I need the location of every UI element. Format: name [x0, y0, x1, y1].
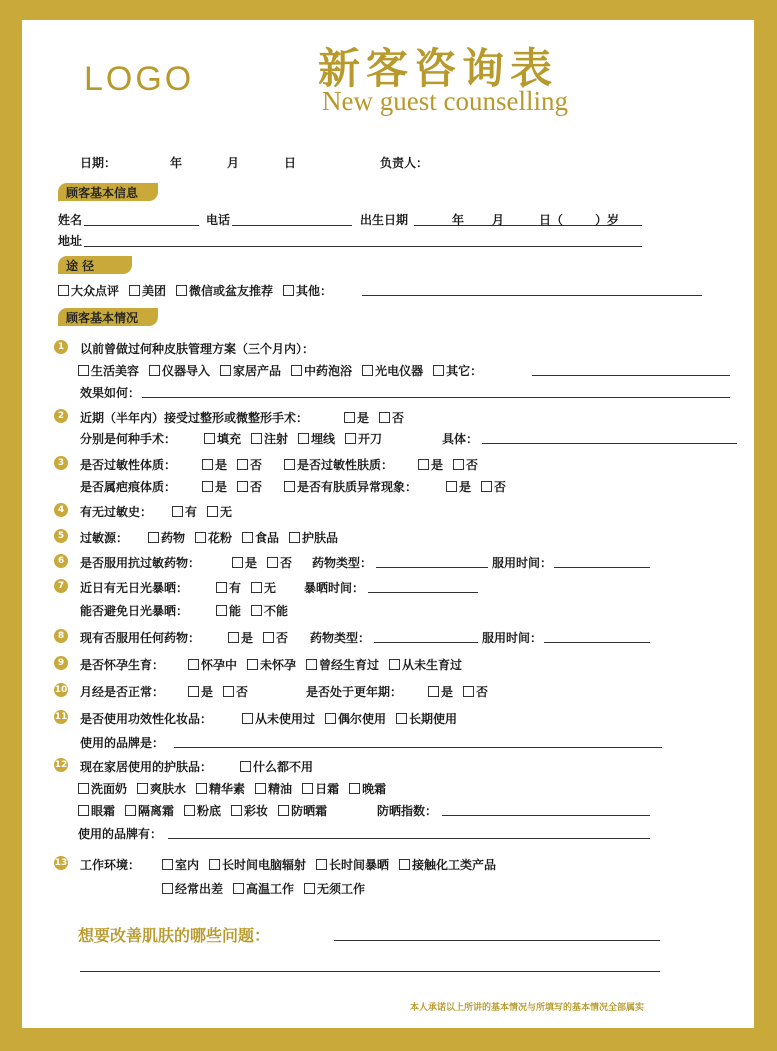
- q2-option[interactable]: 开刀: [345, 430, 382, 447]
- q13-number: 13: [54, 858, 68, 868]
- q5-number: 5: [54, 529, 68, 543]
- q3-d-no[interactable]: 否: [481, 478, 506, 495]
- year-label: 年: [170, 156, 183, 170]
- q4-option[interactable]: 无: [207, 503, 232, 520]
- q3-b-wrap: [284, 456, 403, 473]
- q13-option[interactable]: 接触化工类产品: [399, 856, 496, 873]
- phone-field[interactable]: [232, 225, 352, 226]
- q8-time-field[interactable]: [544, 642, 650, 643]
- q12-option[interactable]: 彩妆: [231, 802, 268, 819]
- q3-d-yes[interactable]: 是: [446, 478, 471, 495]
- q3-d-wrap: [284, 478, 427, 495]
- q3-d[interactable]: 是否有肤质异常现象：: [284, 478, 417, 495]
- q12-first-wrap: [240, 758, 323, 775]
- responsible-label: 负责人：: [380, 156, 429, 170]
- channel-option[interactable]: 美团: [129, 282, 166, 299]
- birth-month: 月: [492, 213, 505, 227]
- q6-yn: [232, 554, 302, 571]
- section-basic-info: 顾客基本信息: [58, 183, 158, 201]
- day-label: 日: [284, 156, 297, 170]
- logo: LOGO: [84, 60, 195, 98]
- q2-yn: [344, 409, 414, 426]
- q7-sub: 能否避免日光暴晒：: [80, 604, 189, 618]
- q3-b[interactable]: 是否过敏性肤质：: [284, 456, 393, 473]
- q12-option[interactable]: 粉底: [184, 802, 221, 819]
- q2-options: [204, 430, 392, 447]
- q3-c: 是否属疤痕体质：: [80, 480, 177, 494]
- q9-option[interactable]: 从未生育过: [389, 656, 462, 673]
- improve-label: 想要改善肌肤的哪些问题：: [78, 926, 271, 945]
- birth-label: 出生日期: [360, 213, 409, 227]
- q13-option[interactable]: 长时间电脑辐射: [209, 856, 306, 873]
- channel-option[interactable]: 大众点评: [58, 282, 119, 299]
- q8-text: 现有否服用任何药物：: [80, 631, 201, 645]
- q11-option[interactable]: 从未使用过: [242, 710, 315, 727]
- q3-a-no[interactable]: 否: [237, 456, 262, 473]
- q6-number: 6: [54, 554, 68, 568]
- q8-no[interactable]: 否: [263, 629, 288, 646]
- q2-yes[interactable]: 是: [344, 409, 369, 426]
- q5-text: 过敏源：: [80, 531, 129, 545]
- q1-option[interactable]: 其它：: [433, 362, 482, 379]
- q10-yes[interactable]: 是: [188, 683, 213, 700]
- q5-options: [148, 529, 348, 546]
- q2-detail-label: 具体：: [442, 432, 479, 446]
- q6-time-label: 服用时间：: [492, 556, 553, 570]
- q7-text: 近日有无日光暴晒：: [80, 581, 189, 595]
- q12-option[interactable]: 防晒霜: [278, 802, 327, 819]
- age-label: ）岁: [595, 213, 620, 227]
- q6-type-label: 药物类型：: [312, 556, 373, 570]
- q6-text: 是否服用抗过敏药物：: [80, 556, 201, 570]
- q2-detail-field[interactable]: [482, 443, 737, 444]
- q7-sub-option[interactable]: 能: [216, 602, 241, 619]
- q3-b-no[interactable]: 否: [453, 456, 478, 473]
- q13-option[interactable]: 无须工作: [304, 880, 365, 897]
- q6-no[interactable]: 否: [267, 554, 292, 571]
- q1-effect-label: 效果如何：: [80, 386, 141, 400]
- q5-option[interactable]: 食品: [242, 529, 279, 546]
- page-subtitle: New guest counselling: [322, 86, 568, 116]
- q2-option[interactable]: 注射: [251, 430, 288, 447]
- q12-option[interactable]: 精华素: [196, 780, 245, 797]
- q1-other-field[interactable]: [532, 375, 730, 376]
- q12-option[interactable]: 晚霜: [349, 780, 386, 797]
- phone-label: 电话: [206, 213, 231, 227]
- q12-option[interactable]: 洗面奶: [78, 780, 127, 797]
- date-label: 日期：: [80, 156, 117, 170]
- q11-brand-field[interactable]: [174, 747, 662, 748]
- q12-option[interactable]: 爽肤水: [137, 780, 186, 797]
- q1-option[interactable]: 家居产品: [220, 362, 281, 379]
- q4-text: 有无过敏史：: [80, 505, 153, 519]
- q11-option[interactable]: 长期使用: [396, 710, 457, 727]
- month-label: 月: [227, 156, 240, 170]
- improve-field-2[interactable]: [80, 971, 660, 972]
- q8-yn: [228, 629, 298, 646]
- q8-time-label: 服用时间：: [482, 631, 543, 645]
- q1-options: [78, 362, 492, 379]
- q12-spf-field[interactable]: [442, 815, 650, 816]
- channel-options: [58, 282, 342, 299]
- q7-option[interactable]: 有: [216, 579, 241, 596]
- q5-option[interactable]: 花粉: [195, 529, 232, 546]
- channel-other-field[interactable]: [362, 295, 702, 296]
- channel-option[interactable]: 微信或盆友推荐: [176, 282, 273, 299]
- q12-spf-label: 防晒指数：: [377, 804, 438, 818]
- q3-a-yn: [202, 456, 272, 473]
- q4-number: 4: [54, 503, 68, 517]
- q2-option[interactable]: 埋线: [298, 430, 335, 447]
- q2-sub: 分别是何种手术：: [80, 432, 177, 446]
- q1-option[interactable]: 仪器导入: [149, 362, 210, 379]
- q13-option[interactable]: 长时间暴晒: [316, 856, 389, 873]
- q12-text: 现在家居使用的护肤品：: [80, 760, 213, 774]
- q13-option[interactable]: 高温工作: [233, 880, 294, 897]
- footer-statement: 本人承诺以上所讲的基本情况与所填写的基本情况全部属实: [410, 1003, 645, 1013]
- q5-option[interactable]: 护肤品: [289, 529, 338, 546]
- q1-number: 1: [54, 340, 68, 354]
- q4-options: [172, 503, 242, 520]
- q6-yes[interactable]: 是: [232, 554, 257, 571]
- section-basic-status: 顾客基本情况: [58, 308, 158, 326]
- q9-option[interactable]: 怀孕中: [188, 656, 237, 673]
- q13-row1: [162, 856, 506, 873]
- q7-time-label: 暴晒时间：: [304, 581, 365, 595]
- q7-time-field[interactable]: [368, 592, 478, 593]
- q9-options: [188, 656, 472, 673]
- q10-text: 月经是否正常：: [80, 685, 165, 699]
- q2-no[interactable]: 否: [379, 409, 404, 426]
- q7-number: 7: [54, 579, 68, 593]
- q6-time-field[interactable]: [554, 567, 650, 568]
- q3-number: 3: [54, 456, 68, 470]
- q4-option[interactable]: 有: [172, 503, 197, 520]
- q2-option[interactable]: 填充: [204, 430, 241, 447]
- q3-b-yn: [418, 456, 488, 473]
- q8-type-label: 药物类型：: [310, 631, 371, 645]
- q3-c-yn: [202, 478, 272, 495]
- q13-option[interactable]: 经常出差: [162, 880, 223, 897]
- q2-text: 近期（半年内）接受过整形或微整形手术：: [80, 411, 309, 425]
- q12-brand-field[interactable]: [168, 838, 650, 839]
- q5-option[interactable]: 药物: [148, 529, 185, 546]
- birth-day: 日（: [539, 213, 564, 227]
- q1-option[interactable]: 光电仪器: [362, 362, 423, 379]
- q10-sub-yn: [428, 683, 498, 700]
- q8-number: 8: [54, 629, 68, 643]
- q11-option[interactable]: 偶尔使用: [325, 710, 386, 727]
- name-label: 姓名: [58, 213, 83, 227]
- q3-c-no[interactable]: 否: [237, 478, 262, 495]
- q3-d-yn: [446, 478, 516, 495]
- q1-effect-field[interactable]: [142, 397, 730, 398]
- q8-yes[interactable]: 是: [228, 629, 253, 646]
- address-label: 地址: [58, 234, 83, 248]
- q7-option[interactable]: 无: [251, 579, 276, 596]
- q10-no[interactable]: 否: [223, 683, 248, 700]
- q3-c-yes[interactable]: 是: [202, 478, 227, 495]
- form-sheet: [22, 20, 754, 1028]
- q12-option[interactable]: 日霜: [302, 780, 339, 797]
- q10-sub: 是否处于更年期：: [306, 685, 403, 699]
- q9-option[interactable]: 曾经生育过: [306, 656, 379, 673]
- q10-yn: [188, 683, 258, 700]
- q7-sub-options: [216, 602, 298, 619]
- q9-number: 9: [54, 656, 68, 670]
- q13-row2: [162, 880, 375, 897]
- q3-a: 是否过敏性体质：: [80, 458, 177, 472]
- q10-number: 10: [54, 685, 68, 695]
- q13-option[interactable]: 室内: [162, 856, 199, 873]
- section-channel: 途 径: [58, 256, 132, 274]
- q10-sub-no[interactable]: 否: [463, 683, 488, 700]
- q11-options: [242, 710, 467, 727]
- q11-text: 是否使用功效性化妆品：: [80, 712, 213, 726]
- q7-sub-option[interactable]: 不能: [251, 602, 288, 619]
- q12-row1: [78, 780, 396, 797]
- q11-number: 11: [54, 712, 68, 722]
- q1-text: 以前曾做过何种皮肤管理方案（三个月内）：: [80, 342, 315, 356]
- q12-number: 12: [54, 760, 68, 770]
- q11-brand-label: 使用的品牌是：: [80, 736, 165, 750]
- q13-text: 工作环境：: [80, 858, 141, 872]
- q1-option[interactable]: 生活美容: [78, 362, 139, 379]
- address-field[interactable]: [84, 246, 642, 247]
- q1-option[interactable]: 中药泡浴: [291, 362, 352, 379]
- q12-none[interactable]: 什么都不用: [240, 758, 313, 775]
- q12-option[interactable]: 隔离霜: [125, 802, 174, 819]
- q6-type-field[interactable]: [376, 567, 488, 568]
- q12-option[interactable]: 眼霜: [78, 802, 115, 819]
- page-title: 新客咨询表: [318, 44, 559, 93]
- q3-a-yes[interactable]: 是: [202, 456, 227, 473]
- q7-options: [216, 579, 286, 596]
- q9-text: 是否怀孕生育：: [80, 658, 165, 672]
- q3-b-yes[interactable]: 是: [418, 456, 443, 473]
- q9-option[interactable]: 未怀孕: [247, 656, 296, 673]
- q12-row2: [78, 802, 337, 819]
- birth-year: 年: [452, 213, 465, 227]
- name-field[interactable]: [84, 225, 199, 226]
- q12-option[interactable]: 精油: [255, 780, 292, 797]
- channel-option[interactable]: 其他：: [283, 282, 332, 299]
- q12-brand-label: 使用的品牌有：: [78, 827, 163, 841]
- q2-number: 2: [54, 409, 68, 423]
- q8-type-field[interactable]: [374, 642, 478, 643]
- improve-field-1[interactable]: [334, 940, 660, 941]
- q10-sub-yes[interactable]: 是: [428, 683, 453, 700]
